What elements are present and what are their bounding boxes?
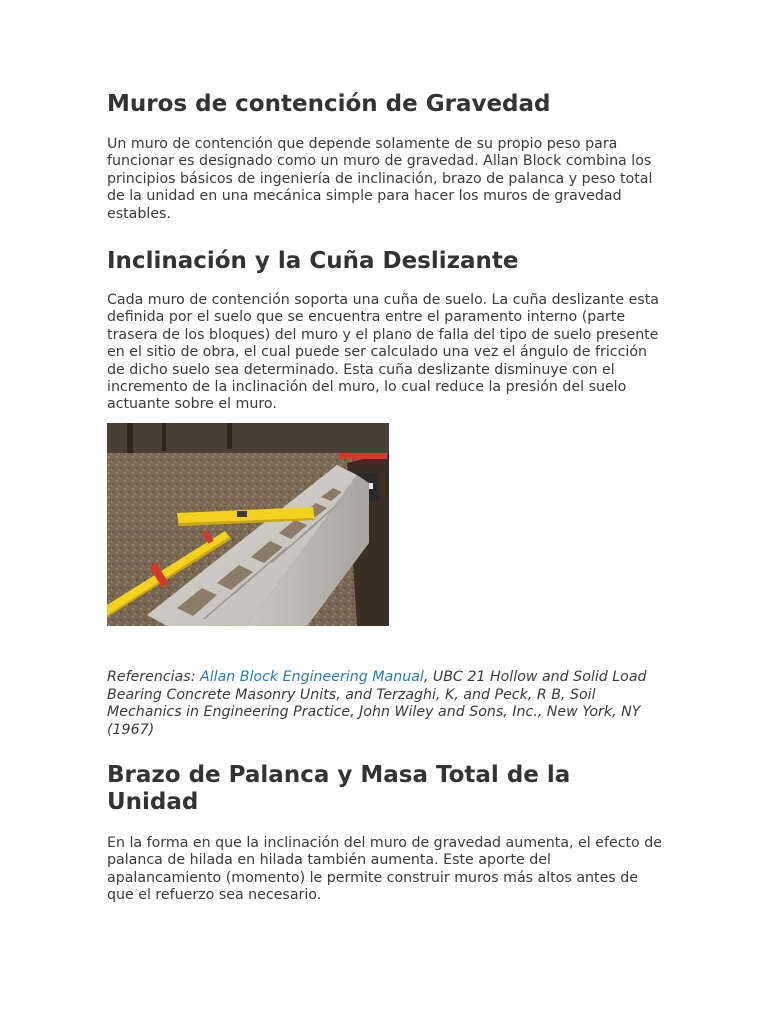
section-heading-brazo: Brazo de Palanca y Masa Total de la Unidad xyxy=(107,762,571,816)
page-title: Muros de contención de Gravedad xyxy=(107,91,551,117)
retaining-wall-photo xyxy=(107,423,389,626)
section-heading-inclinacion: Inclinación y la Cuña Deslizante xyxy=(107,248,519,275)
section-body-inclinacion: Cada muro de contención soporta una cuña de suelo. La cuña deslizante esta definida por el suelo que se encuentra entre el paramento interno (parte trasera de los bloques) del muro y el plano de falla del tipo de suelo presente en el sitio de obra, el cual puede ser calculado una vez el ángulo de fricción de dicho suelo sea determinado. Esta cuña deslizante disminuye con el incremento de la inclinación del muro, lo cual reduce la presión del suelo actuante sobre el muro. xyxy=(107,292,659,413)
references-label: Referencias: xyxy=(107,668,200,685)
document-page xyxy=(107,88,667,905)
references-text: , UBC 21 Hollow and Solid Load Bearing Concrete Masonry Units, and Terzaghi, K, and Peck, R B, Soil Mechanics in Engineering Practice, John Wiley and Sons, Inc., New York, NY (1967) xyxy=(107,668,647,739)
intro-paragraph: Un muro de contención que depende solamente de su propio peso para funcionar es designado como un muro de gravedad. Allan Block combina los principios básicos de ingeniería de inclinación, brazo de palanca y peso total de la unidad en una mecánica simple para hacer los muros de gravedad estables. xyxy=(107,136,653,222)
references xyxy=(107,669,667,740)
section-body-brazo: En la forma en que la inclinación del muro de gravedad aumenta, el efecto de palanca de hilada en hilada también aumenta. Este aporte del apalancamiento (momento) le permite construir muros más altos antes de que el refuerzo sea necesario. xyxy=(107,835,662,904)
allan-block-manual-link[interactable]: Allan Block Engineering Manual xyxy=(199,668,424,685)
